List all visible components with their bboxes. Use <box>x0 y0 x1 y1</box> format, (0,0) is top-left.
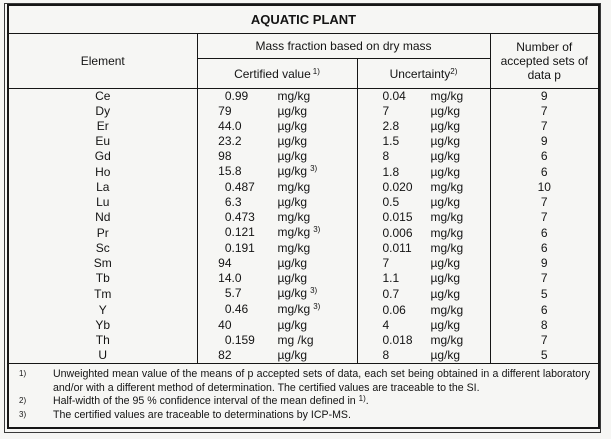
certified-value-fraction: .159 <box>231 333 255 347</box>
accepted-sets-value: 6 <box>540 225 548 240</box>
footnote-ref-3: 3) <box>310 164 318 173</box>
table-header <box>8 5 599 89</box>
certified-value-integer: 98 <box>218 149 232 163</box>
uncertainty-value: 1.1 <box>382 271 400 285</box>
element-symbol: Dy <box>95 104 111 118</box>
uncertainty-unit: µg/kg <box>430 119 461 133</box>
element-symbol: Nd <box>95 210 111 224</box>
accepted-sets-value: 7 <box>540 333 548 347</box>
certified-value-cell <box>197 241 357 256</box>
certified-value-cell <box>197 318 357 333</box>
uncertainty-cell <box>357 225 490 241</box>
uncertainty-value: 0.04 <box>382 89 406 103</box>
element-symbol: Sm <box>93 256 112 270</box>
accepted-sets-value: 6 <box>540 164 548 179</box>
uncertainty-value: 1.8 <box>382 164 400 179</box>
certified-value-unit: mg/kg <box>277 302 311 316</box>
certified-value-fraction: .121 <box>231 225 255 239</box>
certified-value-integer: 0 <box>224 89 232 103</box>
certified-value-unit: µg/kg <box>277 134 308 148</box>
certified-value-fraction: .0 <box>231 119 242 133</box>
accepted-sets-value: 9 <box>540 256 548 270</box>
element-symbol: Lu <box>96 195 110 209</box>
certified-value-cell <box>197 271 357 286</box>
certified-value-integer: 5 <box>224 286 232 300</box>
certified-value-unit: µg/kg <box>277 119 308 133</box>
accepted-sets-cell <box>490 149 599 164</box>
uncertainty-unit: µg/kg <box>430 134 461 148</box>
certified-values-table <box>7 4 600 429</box>
accepted-sets-cell <box>490 225 599 241</box>
table-row <box>8 149 599 164</box>
uncertainty-cell <box>357 104 490 119</box>
table-row <box>8 302 599 318</box>
element-symbol: Th <box>95 333 110 347</box>
footnote-ref-3: 3) <box>310 286 318 295</box>
certified-value-cell <box>197 286 357 302</box>
accepted-sets-value: 5 <box>540 348 548 362</box>
uncertainty-value: 7 <box>382 104 390 118</box>
element-cell <box>8 119 197 134</box>
table-row <box>8 104 599 119</box>
certified-value-integer: 6 <box>224 195 232 209</box>
certified-value-integer: 40 <box>218 318 232 332</box>
accepted-sets-value: 7 <box>540 119 548 133</box>
uncertainty-value: 0.06 <box>382 302 406 317</box>
accepted-sets-cell <box>490 271 599 286</box>
column-header-accepted-sets: Number of accepted sets of data p <box>490 34 599 89</box>
page-frame <box>4 3 601 433</box>
uncertainty-cell <box>357 241 490 256</box>
uncertainty-value: 8 <box>382 348 390 362</box>
element-cell <box>8 225 197 241</box>
certified-value-fraction: .3 <box>231 195 242 209</box>
certified-value-fraction: .2 <box>231 134 242 148</box>
accepted-sets-value: 9 <box>540 134 548 148</box>
accepted-sets-value: 8 <box>540 318 548 332</box>
certified-value-cell <box>197 256 357 271</box>
element-cell <box>8 104 197 119</box>
uncertainty-cell <box>357 180 490 195</box>
uncertainty-cell <box>357 256 490 271</box>
certified-value-unit: µg/kg <box>277 256 308 270</box>
uncertainty-value: 0.006 <box>382 225 413 240</box>
table-row <box>8 256 599 271</box>
accepted-sets-cell <box>490 195 599 210</box>
uncertainty-unit: µg/kg <box>430 195 461 209</box>
certified-value-integer: 14 <box>218 271 232 285</box>
uncertainty-value: 8 <box>382 149 390 163</box>
uncertainty-cell <box>357 164 490 180</box>
accepted-sets-cell <box>490 286 599 302</box>
uncertainty-cell <box>357 134 490 149</box>
accepted-sets-cell <box>490 104 599 119</box>
table-row <box>8 318 599 333</box>
uncertainty-cell <box>357 271 490 286</box>
table-footer <box>8 364 599 429</box>
element-cell <box>8 210 197 225</box>
uncertainty-cell <box>357 89 490 105</box>
accepted-sets-value: 6 <box>540 149 548 163</box>
certified-value-unit: mg/kg <box>277 225 311 239</box>
element-cell <box>8 195 197 210</box>
element-cell <box>8 348 197 364</box>
certified-value-integer: 0 <box>224 241 232 255</box>
certified-value-cell <box>197 302 357 318</box>
uncertainty-cell <box>357 302 490 318</box>
uncertainty-label: Uncertainty <box>389 66 451 81</box>
certified-value-cell <box>197 180 357 195</box>
uncertainty-cell <box>357 318 490 333</box>
footnote-ref-inline: 1) <box>358 394 366 403</box>
accepted-sets-value: 6 <box>540 241 548 255</box>
uncertainty-value: 0.015 <box>382 210 413 224</box>
title-row <box>8 5 599 34</box>
certified-value-cell <box>197 210 357 225</box>
element-cell <box>8 134 197 149</box>
uncertainty-value: 2.8 <box>382 119 400 133</box>
certified-value-cell <box>197 195 357 210</box>
uncertainty-value: 1.5 <box>382 134 400 148</box>
certified-value-fraction: .7 <box>231 286 242 300</box>
certified-value-unit: µg/kg <box>277 149 308 163</box>
certified-value-fraction: .8 <box>231 164 242 178</box>
uncertainty-value: 0.018 <box>382 333 413 347</box>
table-row <box>8 271 599 286</box>
accepted-sets-value: 7 <box>540 104 548 118</box>
uncertainty-unit: µg/kg <box>430 271 461 285</box>
uncertainty-unit: µg/kg <box>430 256 461 270</box>
accepted-sets-cell <box>490 119 599 134</box>
table-row <box>8 164 599 180</box>
certified-value-cell <box>197 134 357 149</box>
element-cell <box>8 286 197 302</box>
certified-value-integer: 23 <box>218 134 232 148</box>
accepted-sets-value: 9 <box>540 89 548 103</box>
certified-value-fraction: .191 <box>231 241 255 255</box>
accepted-sets-cell <box>490 333 599 348</box>
element-cell <box>8 149 197 164</box>
certified-value-cell <box>197 89 357 105</box>
table-row <box>8 333 599 348</box>
uncertainty-unit: µg/kg <box>430 318 461 332</box>
certified-value-unit: µg/kg <box>277 271 308 285</box>
table-row <box>8 348 599 364</box>
uncertainty-value: 0.020 <box>382 180 413 194</box>
table-row <box>8 119 599 134</box>
table-row <box>8 89 599 105</box>
element-symbol: Y <box>98 302 107 317</box>
table-row <box>8 225 599 241</box>
uncertainty-value: 4 <box>382 318 390 332</box>
footnote-marker: 3) <box>19 409 27 419</box>
element-symbol: Ho <box>95 164 111 179</box>
certified-value-fraction: .473 <box>231 210 255 224</box>
uncertainty-cell <box>357 210 490 225</box>
footnote-text: Unweighted mean value of the means of p accepted sets of data, each set being obtained in a different laboratory and/or with a different method of determination. The certified values are traceable to the SI. <box>53 368 591 394</box>
certified-value-unit: mg/kg <box>277 241 311 255</box>
uncertainty-cell <box>357 119 490 134</box>
footnote-marker: 2) <box>19 396 27 405</box>
accepted-sets-cell <box>490 348 599 364</box>
certified-value-fraction: .0 <box>231 271 242 285</box>
uncertainty-unit: mg/kg <box>430 333 464 347</box>
accepted-sets-value: 7 <box>540 271 548 285</box>
certified-value-integer: 79 <box>218 104 232 118</box>
footnotes-row <box>8 364 599 429</box>
table-body <box>8 89 599 364</box>
element-cell <box>8 271 197 286</box>
element-cell <box>8 333 197 348</box>
accepted-sets-value: 5 <box>540 286 548 301</box>
uncertainty-unit: mg/kg <box>430 89 464 103</box>
table-row <box>8 210 599 225</box>
column-header-uncertainty <box>357 59 490 89</box>
certified-value-unit: mg /kg <box>277 333 314 347</box>
certified-value-unit: µg/kg <box>277 195 308 209</box>
certified-value-cell <box>197 225 357 241</box>
certified-value-unit: µg/kg <box>277 348 308 362</box>
footnote-ref-1: 1) <box>312 66 320 76</box>
accepted-sets-cell <box>490 256 599 271</box>
footnote-ref-2: 2) <box>450 66 458 76</box>
table-row <box>8 195 599 210</box>
element-symbol: Tm <box>94 286 112 301</box>
footnote <box>17 409 590 423</box>
certified-value-unit: µg/kg <box>277 104 308 118</box>
column-header-mass-fraction: Mass fraction based on dry mass <box>197 34 490 59</box>
certified-value-fraction: .487 <box>231 180 255 194</box>
uncertainty-value: 0.7 <box>382 286 400 301</box>
accepted-sets-cell <box>490 89 599 105</box>
uncertainty-value: 0.5 <box>382 195 400 209</box>
element-symbol: Eu <box>95 134 111 148</box>
accepted-sets-value: 7 <box>540 210 548 224</box>
uncertainty-unit: mg/kg <box>430 210 464 224</box>
accepted-sets-cell <box>490 241 599 256</box>
certified-value-cell <box>197 164 357 180</box>
uncertainty-unit: mg/kg <box>430 225 464 240</box>
footnote-text: The certified values are traceable to determinations by ICP-MS. <box>53 408 351 421</box>
certified-value-integer: 15 <box>218 164 232 178</box>
table-row <box>8 286 599 302</box>
certified-value-integer: 44 <box>218 119 232 133</box>
uncertainty-unit: mg/kg <box>430 241 464 255</box>
certified-value-integer: 94 <box>218 256 232 270</box>
element-symbol: Sc <box>95 241 110 255</box>
column-header-certified-value <box>197 59 357 89</box>
element-cell <box>8 89 197 105</box>
accepted-sets-value: 10 <box>537 180 551 194</box>
certified-value-unit: µg/kg <box>277 164 308 178</box>
certified-value-integer: 0 <box>224 225 232 239</box>
table-title: AQUATIC PLANT <box>8 5 599 34</box>
certified-value-cell <box>197 333 357 348</box>
accepted-sets-cell <box>490 210 599 225</box>
element-symbol: La <box>96 180 110 194</box>
uncertainty-cell <box>357 195 490 210</box>
footnote <box>17 395 590 409</box>
element-cell <box>8 180 197 195</box>
certified-value-integer: 0 <box>224 302 232 316</box>
uncertainty-unit: µg/kg <box>430 286 461 301</box>
certified-value-cell <box>197 149 357 164</box>
uncertainty-unit: µg/kg <box>430 149 461 163</box>
header-row-1 <box>8 34 599 59</box>
certified-value-fraction: .46 <box>231 302 249 316</box>
uncertainty-cell <box>357 149 490 164</box>
uncertainty-unit: µg/kg <box>430 164 461 179</box>
element-cell <box>8 318 197 333</box>
certified-value-unit: mg/kg <box>277 180 311 194</box>
footnote-marker: 1) <box>19 369 27 378</box>
footnote-text: Half-width of the 95 % confidence interval of the mean defined in $^{1)}$. <box>53 394 369 407</box>
table-row <box>8 241 599 256</box>
footnotes-list <box>17 368 590 422</box>
accepted-sets-cell <box>490 134 599 149</box>
footnote-ref-3: 3) <box>313 225 321 234</box>
table-row <box>8 134 599 149</box>
element-cell <box>8 164 197 180</box>
element-symbol: Er <box>96 119 109 133</box>
uncertainty-unit: mg/kg <box>430 180 464 194</box>
certified-value-unit: mg/kg <box>277 210 311 224</box>
uncertainty-cell <box>357 333 490 348</box>
certified-value-unit: µg/kg <box>277 286 308 300</box>
element-symbol: Tb <box>95 271 110 285</box>
certified-value-cell <box>197 348 357 364</box>
certified-value-integer: 0 <box>224 333 232 347</box>
certified-value-integer: 0 <box>224 210 232 224</box>
uncertainty-unit: µg/kg <box>430 348 461 362</box>
certified-value-integer: 0 <box>224 180 232 194</box>
element-cell <box>8 241 197 256</box>
accepted-sets-cell <box>490 318 599 333</box>
footnote <box>17 368 590 395</box>
footnotes-cell <box>8 364 599 429</box>
accepted-sets-cell <box>490 164 599 180</box>
uncertainty-cell <box>357 348 490 364</box>
certified-value-integer: 82 <box>218 348 232 362</box>
uncertainty-value: 7 <box>382 256 390 270</box>
column-header-element: Element <box>8 34 197 89</box>
element-symbol: Gd <box>94 149 111 163</box>
uncertainty-value: 0.011 <box>382 241 412 255</box>
element-symbol: U <box>98 348 108 362</box>
uncertainty-unit: mg/kg <box>430 302 464 317</box>
element-symbol: Yb <box>95 318 111 332</box>
certified-value-unit: mg/kg <box>277 89 311 103</box>
accepted-sets-cell <box>490 180 599 195</box>
uncertainty-cell <box>357 286 490 302</box>
accepted-sets-cell <box>490 302 599 318</box>
accepted-sets-value: 7 <box>540 195 548 209</box>
accepted-sets-value: 6 <box>540 302 548 317</box>
element-symbol: Pr <box>96 225 109 240</box>
table-row <box>8 180 599 195</box>
footnote-ref-3: 3) <box>313 302 321 311</box>
certified-value-fraction: .99 <box>231 89 249 103</box>
element-cell <box>8 256 197 271</box>
element-cell <box>8 302 197 318</box>
certified-value-unit: µg/kg <box>277 318 308 332</box>
certified-value-cell <box>197 104 357 119</box>
element-symbol: Ce <box>95 89 111 103</box>
certified-value-cell <box>197 119 357 134</box>
certified-value-label: Certified value <box>234 66 311 81</box>
uncertainty-unit: µg/kg <box>430 104 461 118</box>
